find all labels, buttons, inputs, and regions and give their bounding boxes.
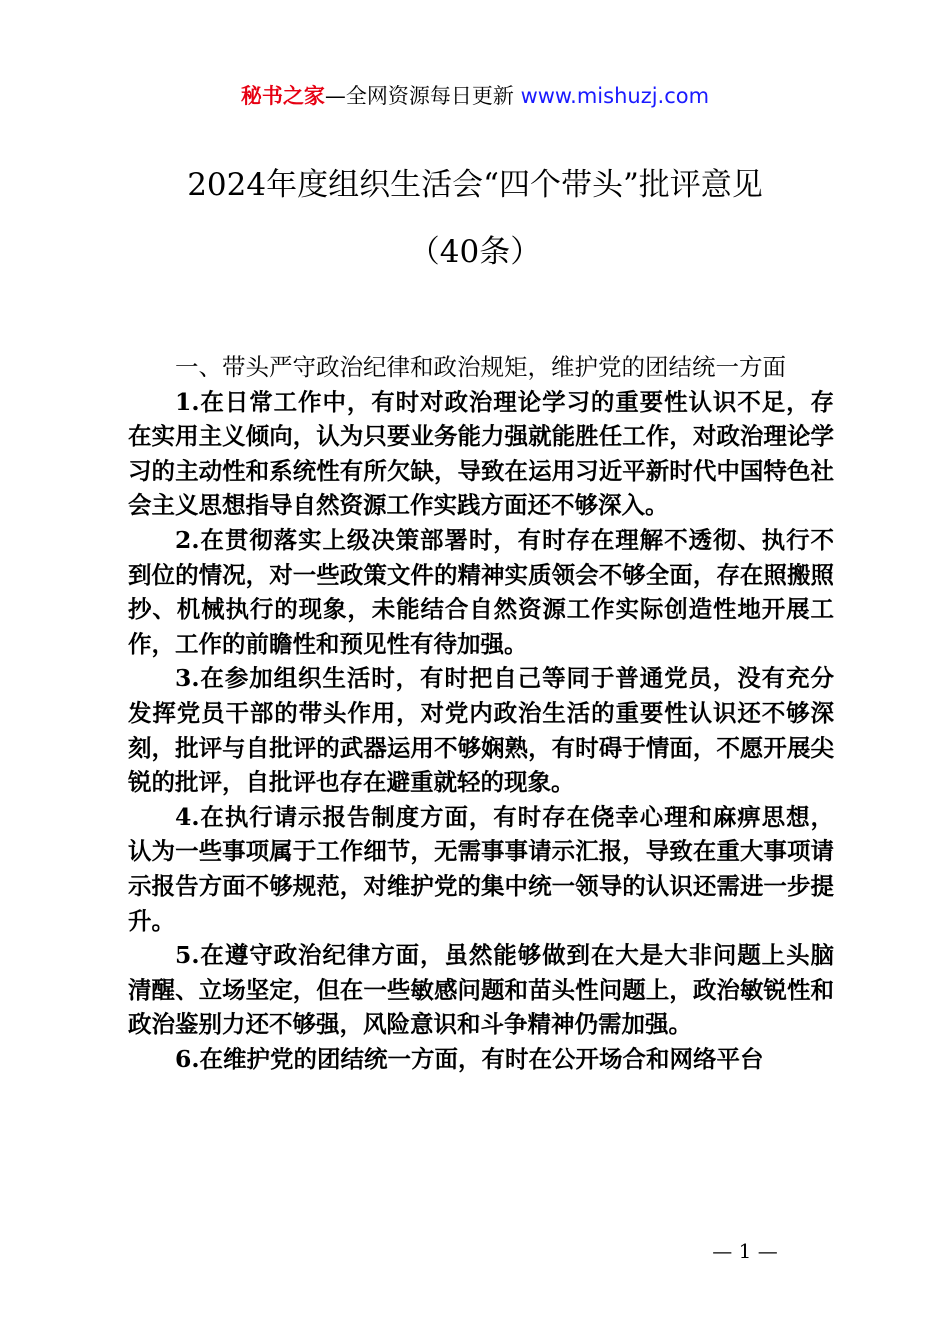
section-heading: 一、带头严守政治纪律和政治规矩，维护党的团结统一方面	[175, 353, 786, 381]
list-item: 1.在日常工作中，有时对政治理论学习的重要性认识不足，存在实用主义倾向，认为只要业务能力强就能胜任工作，对政治理论学习的主动性和系统性有所欠缺，导致在运用习近平新时代中国特色社会主义思想指导自然资源工作实践方面还不够深入。	[128, 387, 834, 520]
document-subtitle: （40条）	[408, 234, 542, 270]
document-body	[128, 350, 834, 1076]
site-url[interactable]: www.mishuzj.com	[520, 84, 710, 108]
brand-name: 秘书之家	[240, 84, 325, 108]
document-title: 2024年度组织生活会“四个带头”批评意见	[187, 167, 763, 203]
list-item: 3.在参加组织生活时，有时把自己等同于普通党员，没有充分发挥党员干部的带头作用，对党内政治生活的重要性认识还不够深刻，批评与自批评的武器运用不够娴熟，有时碍于情面，不愿开展尖锐的批评，自批评也存在避重就轻的现象。	[128, 664, 834, 797]
list-item: 6.在维护党的团结统一方面，有时在公开场合和网络平台	[175, 1044, 764, 1073]
page-number: — 1 —	[712, 1239, 778, 1263]
list-item: 4.在执行请示报告制度方面，有时存在侥幸心理和麻痹思想，认为一些事项属于工作细节，无需事事请示汇报，导致在重大事项请示报告方面不够规范，对维护党的集中统一领导的认识还需进一步提升。	[128, 802, 834, 935]
list-item: 2.在贯彻落实上级决策部署时，有时存在理解不透彻、执行不到位的情况，对一些政策文件的精神实质领会不够全面，存在照搬照抄、机械执行的现象，未能结合自然资源工作实际创造性地开展工作，工作的前瞻性和预见性有待加强。	[128, 525, 834, 658]
list-item: 5.在遵守政治纪律方面，虽然能够做到在大是大非问题上头脑清醒、立场坚定，但在一些敏感问题和苗头性问题上，政治敏锐性和政治鉴别力还不够强，风险意识和斗争精神仍需加强。	[128, 941, 834, 1039]
site-header	[0, 82, 950, 110]
slogan: —全网资源每日更新	[324, 84, 514, 108]
